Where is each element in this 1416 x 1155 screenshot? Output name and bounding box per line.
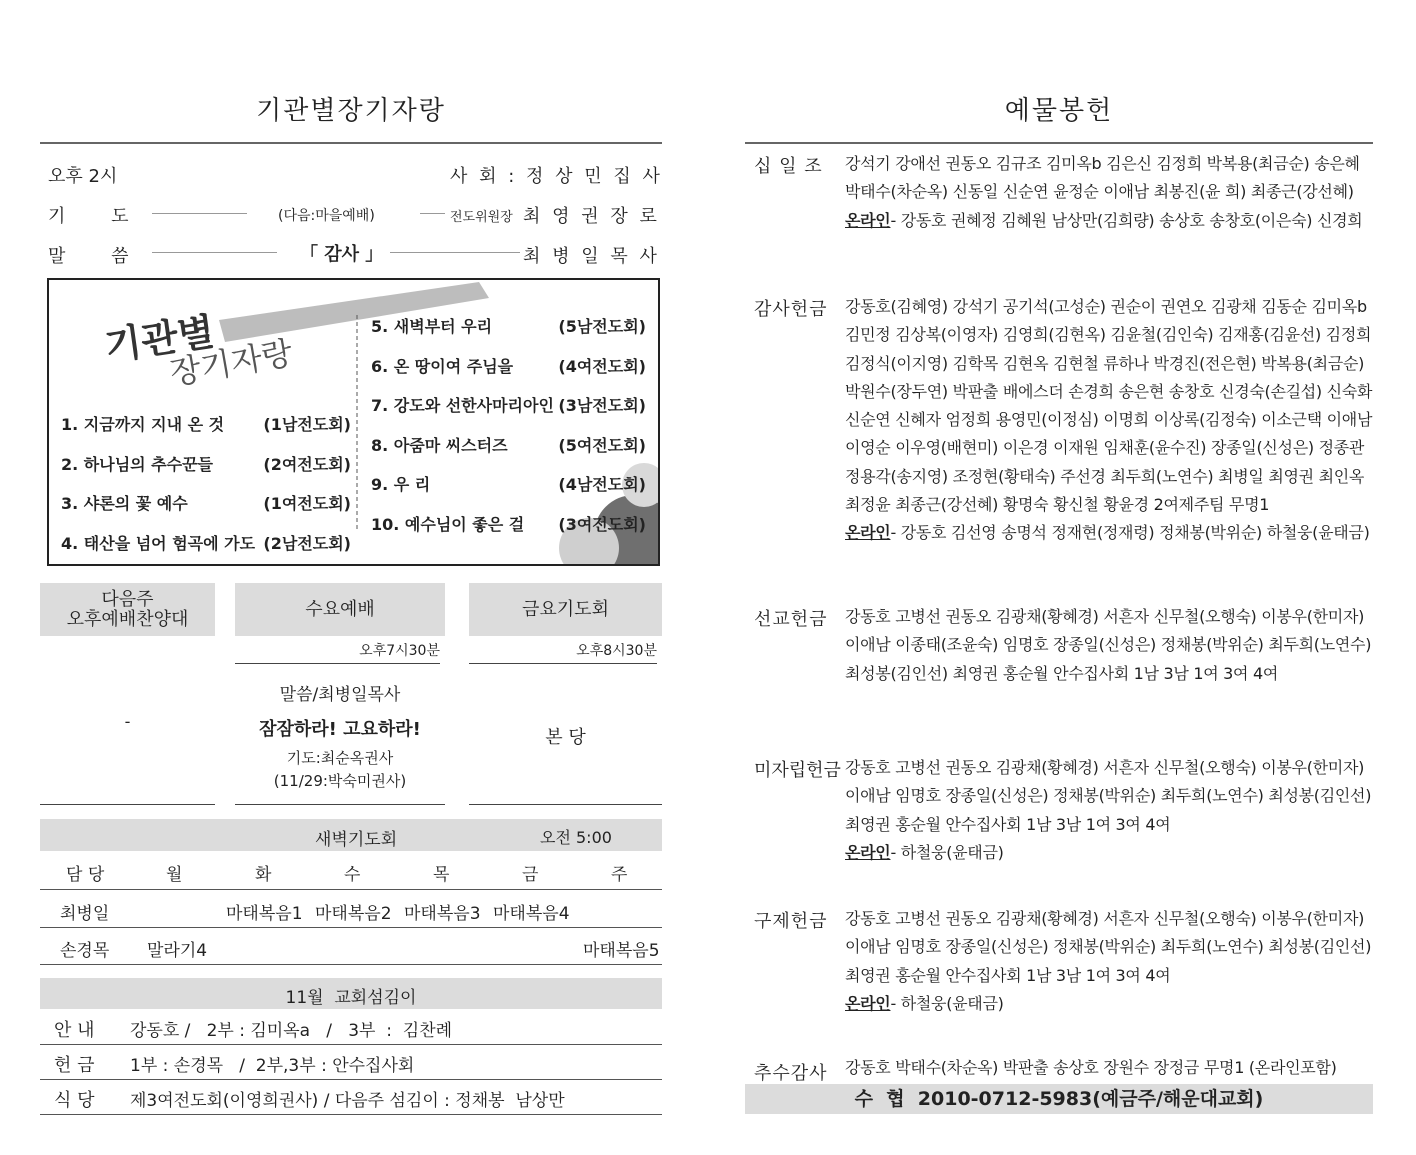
banner-item [61,452,351,492]
bank-account: 수 협 2010-0712-5983(예금주/해운대교회) [745,1084,1373,1114]
offering-names [845,603,1375,688]
offering-line: 이영순 이우영(배현미) 이은경 이재원 임채훈(윤수진) 장종일(신성은) 정종관 [845,438,1365,458]
banner-item-group: (5여전도회) [558,435,646,455]
offering-online [845,990,1375,1018]
offering-line: 신순연 신혜자 엄정희 용영민(이정심) 이명희 이상록(김정숙) 이소근택 이애남 [845,410,1373,430]
dawn-heading: 새벽기도회 [315,830,398,850]
banner-item-group: (4남전도회) [558,475,646,494]
dawn-cell: 마태복음3 [404,904,481,924]
banner-item-group: (3남전도회) [558,396,646,415]
offering-line: 박태수(차순옥) 신동일 신순연 윤정순 이애남 최봉진(윤 희) 최종근(강선혜) [845,182,1354,202]
banner-item-title: 8. 아줌마 씨스터즈 [371,435,508,455]
service-line [40,1114,662,1115]
wed-sermon: 말씀/최병일목사 [279,685,401,705]
dawn-cell: 마태복음2 [315,904,392,924]
dawn-col-header: 담 당 [66,865,105,885]
offering-label: 선교헌금 [754,609,828,630]
offering-label: 추수감사 [754,1063,828,1084]
wed-prayer-next: (11/29:박숙미권사) [273,772,407,790]
banner-logo-line1: 기관별 [101,309,218,369]
prayer-label: 기 도 [48,206,129,227]
dawn-line [40,964,662,965]
offering-line: 박원수(장두연) 박판출 배에스더 손경희 송은현 송창호 신경숙(손길섭) 신숙화 [845,381,1373,401]
online-label: 온라인 [845,993,891,1013]
banner-item-group: (1여전도회) [263,494,351,513]
sermon-dashline [152,252,277,253]
banner-item [371,433,646,473]
service-label: 식 당 [54,1090,95,1111]
offering-label: 미자립헌금 [754,760,841,781]
banner-item-group: (2여전도회) [263,454,351,474]
offering-line: 강동호 고병선 권동오 김광채(황혜경) 서흔자 신무철(오행숙) 이봉우(한미자) [845,909,1365,928]
online-names: - 강동호 권혜정 김혜원 남상만(김희량) 송상호 송창호(이은숙) 신경희 [890,210,1363,230]
offering-line: 최영권 홍순월 안수집사회 1남 3남 1여 3여 4여 [845,814,1171,834]
banner-item-group: (3여전도회) [558,514,646,534]
right-title-divider [745,142,1373,144]
offering-line: 김민정 김상복(이영자) 김영희(김현옥) 김윤철(김인숙) 김재홍(김윤선) 김정희 [845,325,1372,345]
offering-names [845,1054,1375,1082]
banner-item-title: 4. 태산을 넘어 험곡에 가도 [61,533,256,553]
offering-online [845,207,1375,235]
banner-item-group: (5남전도회) [558,317,646,336]
choir-heading [40,583,215,636]
banner-item-title: 10. 예수님이 좋은 걸 [371,514,525,534]
banner-item-title: 1. 지금까지 지내 온 것 [61,415,225,434]
banner-item-title: 7. 강도와 선한사마리아인 [371,396,554,415]
banner-item-group: (2남전도회) [263,533,351,553]
wed-prayer: 기도:최순옥권사 [286,749,394,767]
service-time: 오후 2시 [48,166,118,187]
dawn-col-header: 월 [166,865,183,885]
offering-online [845,519,1375,547]
offering-label: 구제헌금 [754,911,828,932]
sermon-label: 말 씀 [48,246,129,267]
prayer-note: (다음:마을예배) [278,208,375,224]
offering-line: 정용각(송지영) 조정현(황태숙) 주선경 최두희(노연수) 최병일 최영권 최인옥 [845,466,1365,486]
offering-line: 최정윤 최종근(강선혜) 황명숙 황신철 황윤경 2여제주팀 무명1 [845,495,1270,515]
fri-bottom-line [469,804,662,805]
banner-list-right [371,314,646,551]
dawn-cell: 말라기4 [147,941,208,961]
offering-line: 최영권 홍순월 안수집사회 1남 3남 1여 3여 4여 [845,965,1171,985]
offering-line: 강동호 고병선 권동오 김광채(황혜경) 서흔자 신무철(오행숙) 이봉우(한미자) [845,758,1365,777]
online-names: - 강동호 김선영 송명석 정재현(정재령) 정채봉(박위순) 하철웅(윤태금) [890,523,1370,543]
offering-line: 강동호 박태수(차순옥) 박판출 송상호 장원수 장정금 무명1 (온라인포함) [845,1058,1337,1077]
banner-item [371,393,646,433]
prayer-role: 전도위원장 [450,210,513,225]
banner-item-title: 2. 하나님의 추수꾼들 [61,454,213,474]
wed-time: 오후7시30분 [235,640,440,664]
banner-item-group: (4여전도회) [558,356,646,376]
service-text: 강동호 / 2부 : 김미옥a / 3부 : 김찬례 [130,1021,453,1041]
dawn-col-header: 주 [611,865,628,885]
offering-line: 이애남 이종태(조윤숙) 임명호 장종일(신성은) 정채봉(박위순) 최두희(노연수) [845,635,1372,655]
choir-heading-line1: 다음주 [101,588,154,610]
online-label: 온라인 [845,842,891,862]
offering-label: 감사헌금 [754,299,828,320]
service-text: 제3여전도회(이영희권사) / 다음주 섬김이 : 정채봉 남상만 [130,1091,565,1111]
fri-location: 본 당 [545,727,586,748]
banner-item [61,412,351,452]
dawn-col-header: 목 [433,865,450,885]
prayer-name: 최 영 권 장 로 [523,206,660,227]
online-names: - 하철웅(윤태금) [890,993,1004,1013]
talent-show-banner [47,278,660,566]
banner-logo-line2: 장기자랑 [166,333,296,393]
sermon-title: 「 감사 」 [300,244,384,265]
banner-item-title: 6. 온 땅이여 주님을 [371,356,514,376]
offering-line: 강석기 강애선 권동오 김규조 김미옥b 김은신 김정희 박복용(최금순) 송은혜 [845,154,1360,173]
fri-heading: 금요기도회 [469,583,662,636]
dawn-row-name: 손경목 [60,941,110,961]
dawn-cell: 마태복음1 [226,904,303,924]
choir-bottom-line [40,804,215,805]
sermon-dashline-2 [390,252,520,253]
dawn-col-header: 금 [522,865,539,885]
banner-item-title: 5. 새벽부터 우리 [371,317,493,336]
offering-online [845,839,1375,867]
wed-sermon-title: 잠잠하라! 고요하라! [259,719,421,740]
banner-item [371,314,646,354]
offering-label: 십 일 조 [754,156,823,177]
offering-names [845,754,1375,867]
left-title-divider [40,142,662,144]
service-label: 헌 금 [54,1055,95,1076]
offering-names [845,905,1375,1018]
online-names: - 하철웅(윤태금) [890,842,1004,862]
choir-content: - [124,712,131,731]
offering-line: 이애남 임명호 장종일(신성은) 정채봉(박위순) 최두희(노연수) 최성봉(김인선) [845,937,1372,957]
wed-bottom-line [235,804,445,805]
offering-line: 강동호(김혜영) 강석기 공기석(고성순) 권순이 권연오 김광채 김동순 김미옥b [845,297,1367,316]
fri-time: 오후8시30분 [469,640,657,664]
offering-line: 이애남 임명호 장종일(신성은) 정채봉(박위순) 최두희(노연수) 최성봉(김인선) [845,786,1372,806]
banner-item [371,354,646,394]
service-line [40,1079,662,1080]
offering-line: 강동호 고병선 권동오 김광채(황혜경) 서흔자 신무철(오행숙) 이봉우(한미자) [845,607,1365,626]
dawn-cell: 마태복음5 [583,941,660,961]
banner-list-left [61,412,351,566]
wed-heading: 수요예배 [235,583,445,636]
prayer-dashline-2 [420,213,445,214]
choir-heading-line2: 오후예배찬양대 [66,608,189,630]
offering-names [845,293,1375,548]
banner-item [371,472,646,512]
dawn-col-header: 수 [344,865,361,885]
dawn-line [40,889,662,890]
online-label: 온라인 [845,210,891,230]
left-title: 기관별장기자랑 [256,96,446,126]
offering-names [845,150,1375,235]
banner-item [61,491,351,531]
dawn-time: 오전 5:00 [540,828,612,847]
host-label: 사 회 : 정 상 민 집 사 [450,166,663,187]
service-text: 1부 : 손경목 / 2부,3부 : 안수집사회 [130,1056,415,1076]
dawn-row-name: 최병일 [60,904,110,924]
banner-item-title: 9. 우 리 [371,475,431,494]
online-label: 온라인 [845,523,891,543]
sermon-name: 최 병 일 목 사 [523,246,660,267]
dawn-line [40,927,662,928]
dawn-col-header: 화 [255,865,272,885]
banner-item-group: (1남전도회) [263,415,351,434]
offering-line: 김정식(이지영) 김학목 김현옥 김현철 류하나 박경진(전은현) 박복용(최금순) [845,353,1365,373]
service-label: 안 내 [54,1020,95,1041]
prayer-dashline [152,213,247,214]
dawn-cell: 마태복음4 [493,904,570,924]
service-line [40,1044,662,1045]
offering-line: 최성봉(김인선) 최영권 홍순월 안수집사회 1남 3남 1여 3여 4여 [845,663,1279,683]
banner-item [61,531,351,567]
banner-item [371,512,646,552]
banner-item-title: 3. 샤론의 꽃 예수 [61,494,188,513]
service-heading: 11월 교회섬김이 [285,988,417,1008]
right-title: 예물봉헌 [1004,96,1114,126]
